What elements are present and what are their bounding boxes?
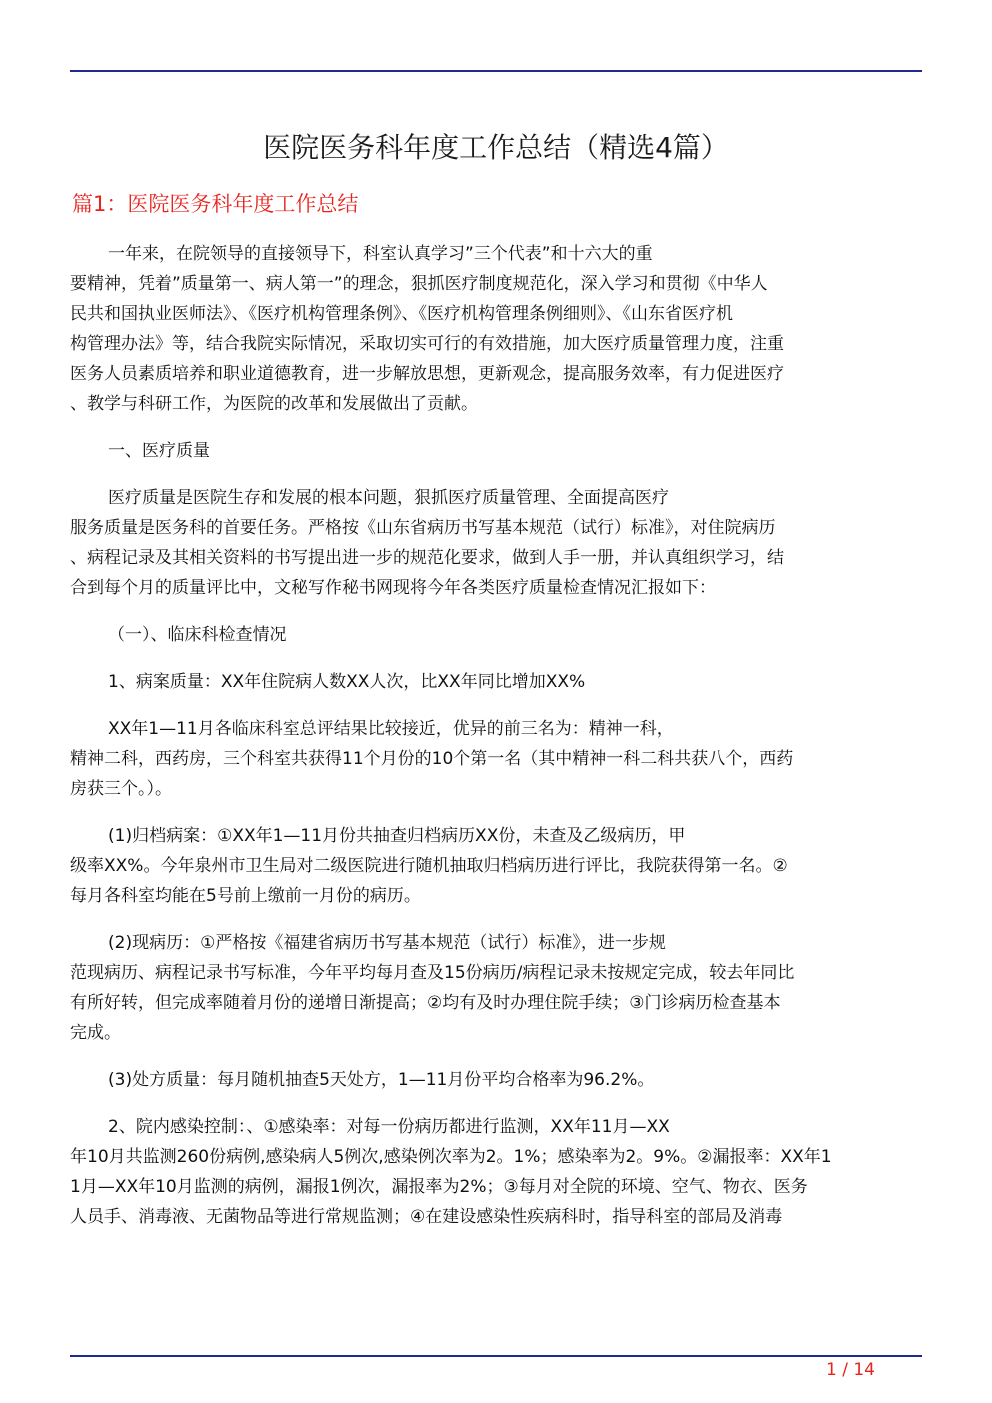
paragraph-line: 年10月共监测260份病例,感染病人5例次,感染例次率为2。1%；感染率为2。9%。②漏报率：XX年1 — [70, 1147, 832, 1167]
paragraph — [70, 1112, 922, 1232]
paragraph-line: 完成。 — [70, 1023, 121, 1043]
paragraph-line: 每月各科室均能在5号前上缴前一月份的病历。 — [70, 886, 421, 906]
paragraph: 1、病案质量：XX年住院病人数XX人次，比XX年同比增加XX% — [108, 672, 586, 692]
document-title: 医院医务科年度工作总结（精选4篇） — [263, 131, 729, 164]
paragraph-line: 服务质量是医务科的首要任务。严格按《山东省病历书写基本规范（试行）标准》，对住院病历 — [70, 518, 776, 538]
paragraph-line: 构管理办法》等，结合我院实际情况，采取切实可行的有效措施，加大医疗质量管理力度，注重 — [70, 334, 784, 354]
paragraph-line: 医疗质量是医院生存和发展的根本问题，狠抓医疗质量管理、全面提高医疗 — [108, 488, 669, 508]
paragraph-line: (1)归档病案：①XX年1—11月份共抽查归档病历XX份，未查及乙级病历，甲 — [108, 826, 686, 846]
paragraph-line: 精神二科，西药房，三个科室共获得11个月份的10个第一名（其中精神一科二科共获八个，西药 — [70, 749, 794, 769]
paragraph: （一）、临床科检查情况 — [108, 625, 287, 645]
document-body — [70, 239, 922, 1249]
chapter-heading: 篇1：医院医务科年度工作总结 — [72, 192, 359, 216]
paragraph: 一、医疗质量 — [108, 441, 210, 461]
paragraph-line: (2)现病历：①严格按《福建省病历书写基本规范（试行）标准》，进一步规 — [108, 933, 666, 953]
paragraph-line: 人员手、消毒液、无菌物品等进行常规监测；④在建设感染性疾病科时，指导科室的部局及消毒 — [70, 1207, 783, 1227]
paragraph-line: 1月—XX年10月监测的病例，漏报1例次，漏报率为2%；③每月对全院的环境、空气、物衣、医务 — [70, 1177, 808, 1197]
paragraph-line: 、教学与科研工作，为医院的改革和发展做出了贡献。 — [70, 394, 478, 414]
paragraph-line: 范现病历、病程记录书写标准，今年平均每月查及15份病历/病程记录未按规定完成，较去年同比 — [70, 963, 795, 983]
paragraph — [70, 239, 922, 419]
paragraph — [70, 821, 922, 911]
paragraph-line: 、病程记录及其相关资料的书写提出进一步的规范化要求，做到人手一册，并认真组织学习，结 — [70, 548, 784, 568]
paragraph-line: 级率XX%。今年泉州市卫生局对二级医院进行随机抽取归档病历进行评比，我院获得第一名。② — [70, 856, 788, 876]
paragraph: (3)处方质量：每月随机抽查5天处方，1—11月份平均合格率为96.2%。 — [108, 1070, 655, 1090]
paragraph-line: XX年1—11月各临床科室总评结果比较接近，优异的前三名为：精神一科， — [108, 719, 674, 739]
header-rule — [70, 70, 922, 72]
paragraph — [70, 928, 922, 1048]
paragraph-line: 合到每个月的质量评比中，文秘写作秘书网现将今年各类医疗质量检查情况汇报如下： — [70, 578, 716, 598]
paragraph-line: 2、院内感染控制：、①感染率：对每一份病历都进行监测，XX年11月—XX — [108, 1117, 670, 1137]
page-indicator: 1 / 14 — [826, 1360, 875, 1380]
paragraph-line: 民共和国执业医师法》、《医疗机构管理条例》、《医疗机构管理条例细则》、《山东省医疗机 — [70, 304, 733, 324]
paragraph-line: 要精神，凭着”质量第一、病人第一”的理念，狠抓医疗制度规范化，深入学习和贯彻《中华人 — [70, 274, 768, 294]
paragraph-line: 医务人员素质培养和职业道德教育，进一步解放思想，更新观念，提高服务效率，有力促进医疗 — [70, 364, 784, 384]
paragraph — [70, 714, 922, 804]
paragraph-line: 一年来，在院领导的直接领导下，科室认真学习”三个代表”和十六大的重 — [108, 244, 653, 264]
paragraph-line: 有所好转，但完成率随着月份的递增日渐提高；②均有及时办理住院手续；③门诊病历检查基本 — [70, 993, 781, 1013]
paragraph — [70, 483, 922, 603]
paragraph-line: 房获三个。）。 — [70, 779, 172, 799]
